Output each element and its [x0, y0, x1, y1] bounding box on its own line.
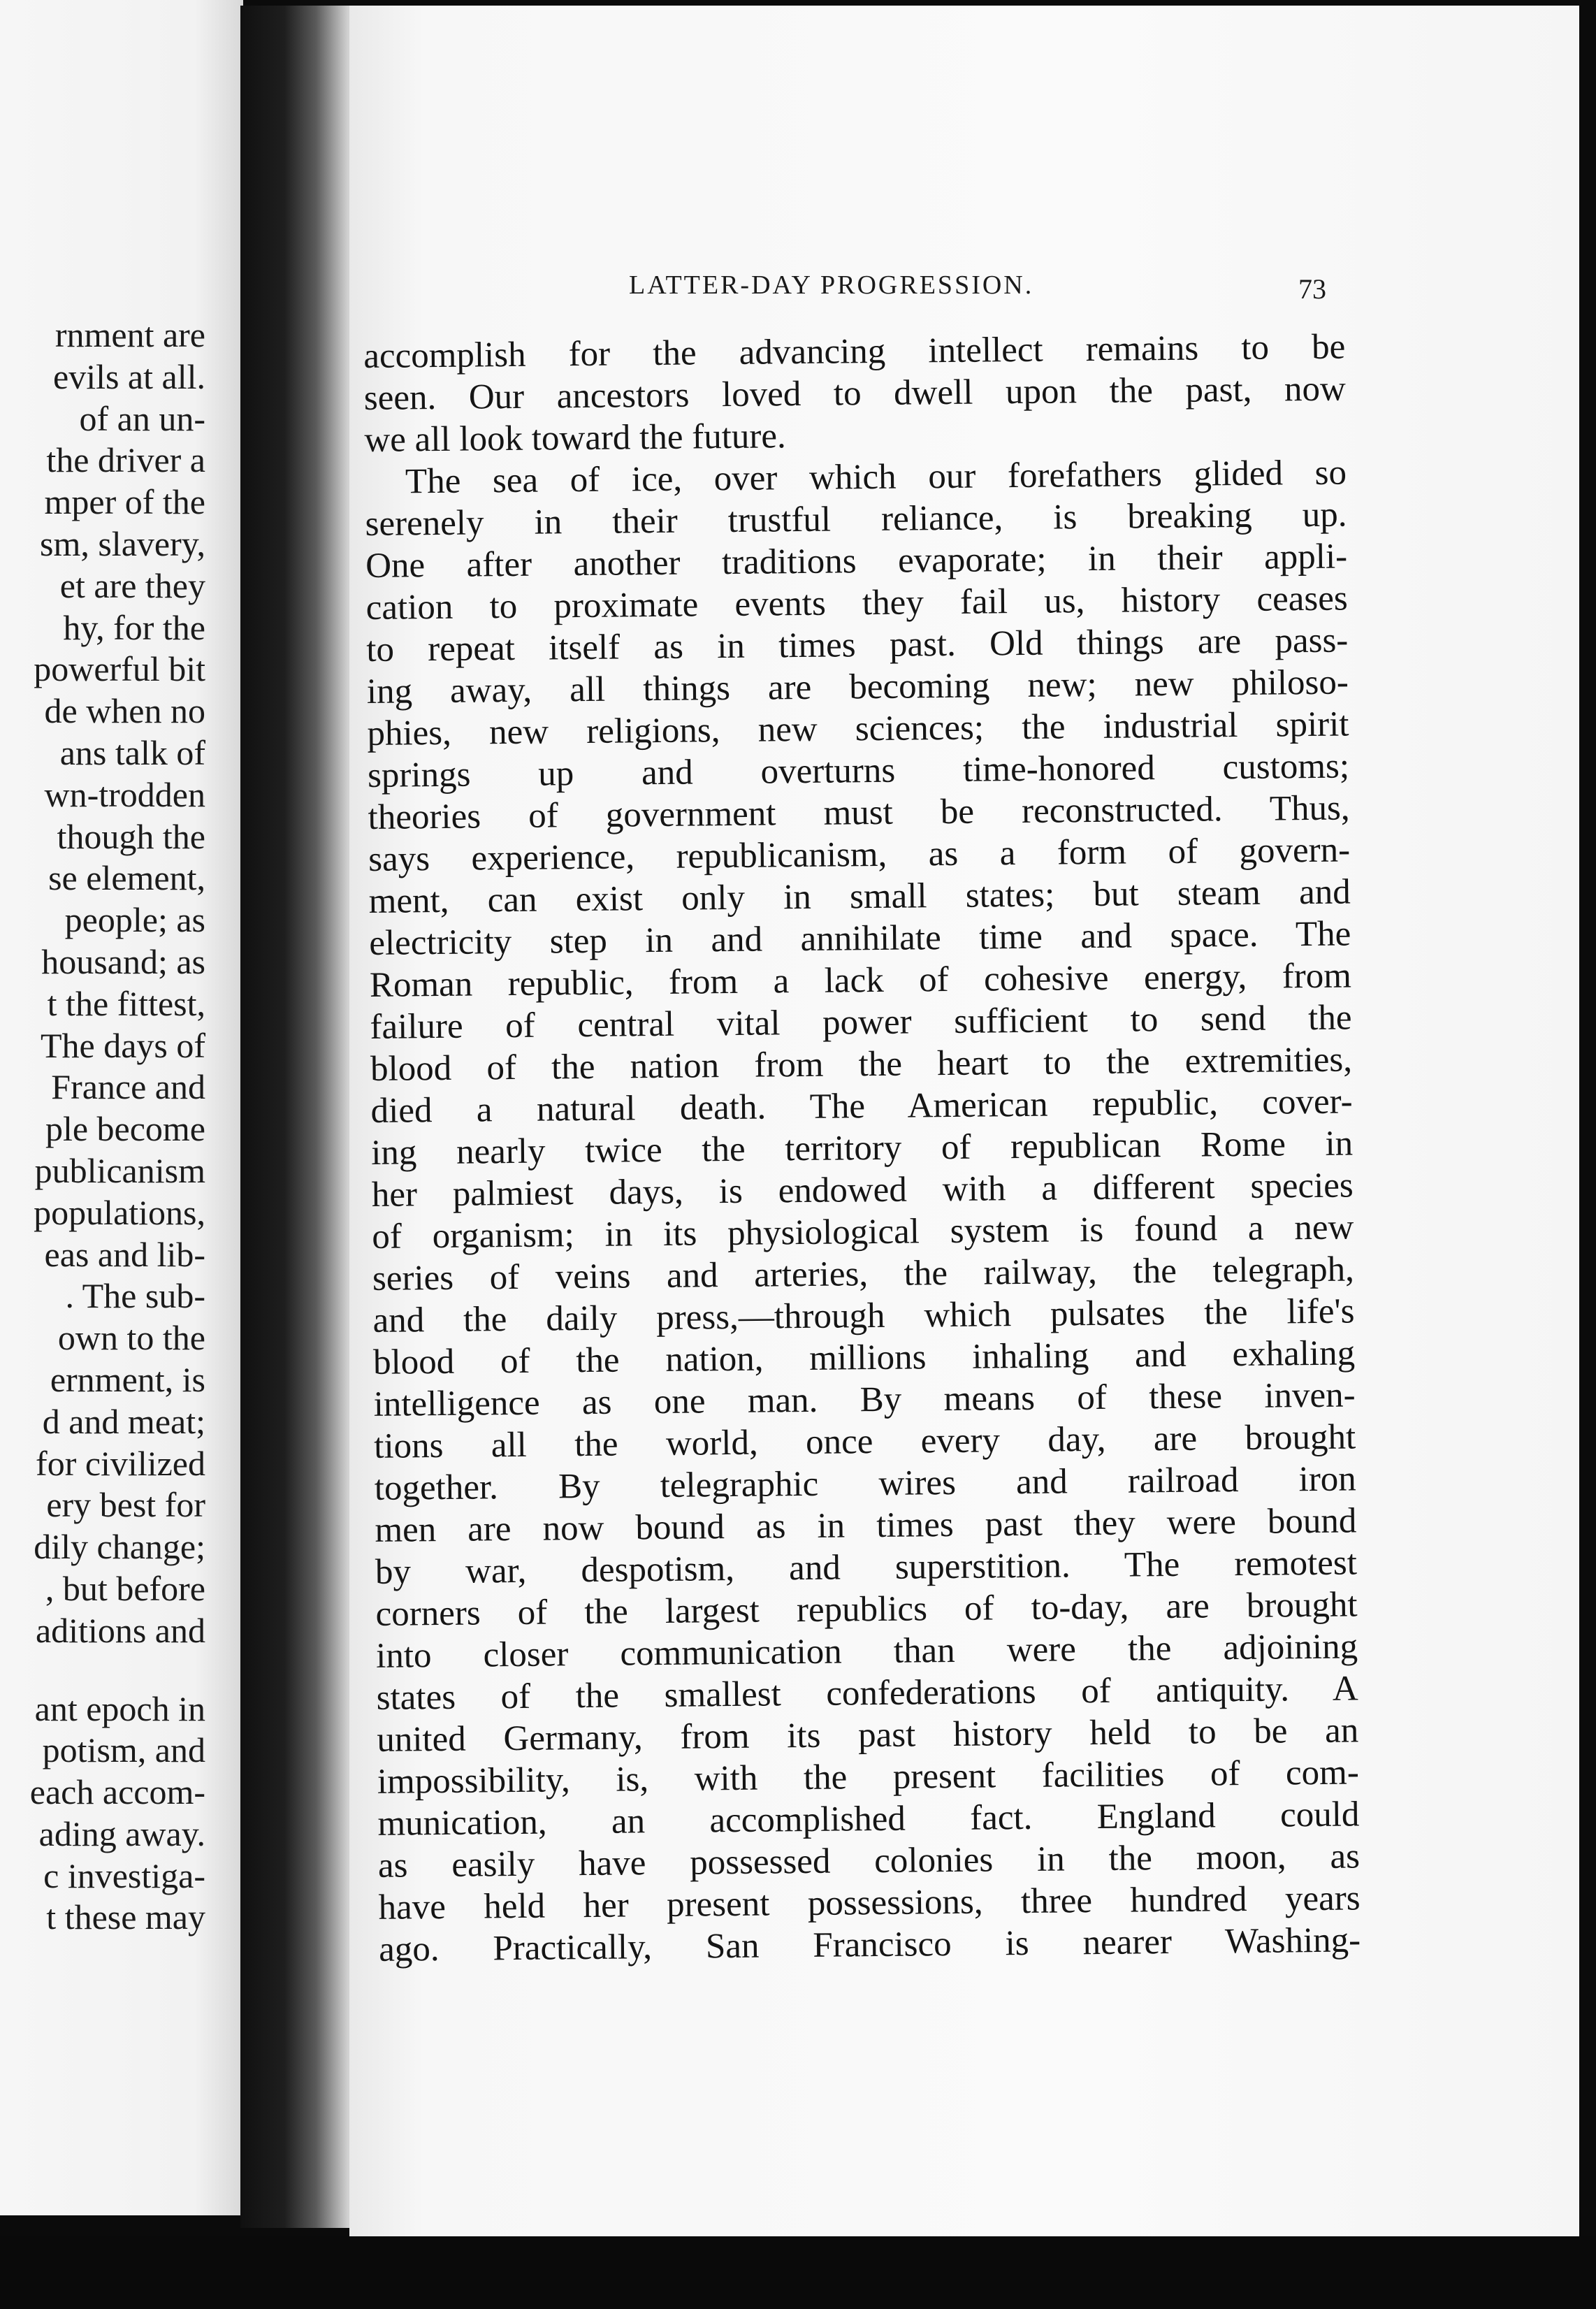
left-page-line: rnment are — [55, 315, 205, 354]
text-line: munication, an accomplished fact. England could — [377, 1795, 1360, 1844]
left-page-line: mper of the — [44, 482, 205, 522]
left-page-line: publicanism — [34, 1150, 205, 1190]
body-text — [363, 326, 1361, 1971]
left-page-line: populations, — [34, 1192, 205, 1232]
left-page-line: France and — [51, 1067, 205, 1107]
left-page-line: se element, — [48, 858, 205, 898]
left-page-line: for civilized — [36, 1443, 205, 1483]
left-page-line: powerful bit — [34, 649, 205, 689]
text-line: blood of the nation from the heart to the extremities, — [370, 1040, 1353, 1089]
text-line: serenely in their trustful reliance, is breaking up. — [365, 495, 1347, 544]
text-line: ing nearly twice the territory of republican Rome in — [370, 1124, 1354, 1173]
left-page-line: de when no — [44, 691, 205, 731]
text-line: have held her present possessions, three hundred years — [378, 1879, 1361, 1927]
text-line: we all look toward the future. — [364, 417, 786, 460]
left-page-line: people; as — [64, 900, 205, 940]
left-page-line: ery best for — [46, 1485, 205, 1525]
left-page-line: potism, and — [42, 1730, 205, 1770]
left-page-line: hy, for the — [63, 607, 205, 647]
left-page-line: housand; as — [41, 941, 205, 981]
left-page-line: t these may — [46, 1897, 205, 1937]
left-page — [0, 0, 243, 2215]
left-page-line: . The sub- — [65, 1276, 205, 1316]
text-line: her palmiest days, is endowed with a different species — [371, 1166, 1354, 1215]
left-page-line: ans talk of — [59, 732, 205, 772]
text-line: intelligence as one man. By means of these inven- — [373, 1375, 1356, 1424]
text-line: seen. Our ancestors loved to dwell upon the past, now — [363, 369, 1347, 418]
text-line: blood of the nation, millions inhaling and exhaling — [372, 1333, 1356, 1382]
text-line: says experience, republicanism, as a form of govern- — [368, 830, 1351, 879]
left-page-line: dily change; — [34, 1527, 205, 1567]
text-line: theories of government must be reconstructed. Thus, — [368, 788, 1350, 837]
left-page-line: eas and lib- — [44, 1234, 205, 1274]
text-line: phies, new religions, new sciences; the industrial spirit — [367, 704, 1349, 753]
scan-background — [0, 2236, 1596, 2309]
text-line: tions all the world, once every day, are brought — [373, 1417, 1356, 1466]
text-line: The sea of ice, over which our forefathers glided so — [405, 453, 1347, 502]
text-line: ing away, all things are becoming new; new philoso- — [366, 663, 1349, 711]
text-line: of organism; in its physiological system is found a new — [372, 1208, 1354, 1257]
text-line: One after another traditions evaporate; in their appli- — [365, 537, 1348, 586]
left-page-line: sm, slavery, — [40, 523, 205, 563]
text-line: united Germany, from its past history held to be an — [377, 1711, 1359, 1760]
left-page-line: evils at all. — [53, 356, 205, 396]
left-page-line: t the fittest, — [47, 983, 205, 1023]
page-number: 73 — [1298, 273, 1326, 305]
left-page-line: ant epoch in — [34, 1688, 205, 1728]
left-page-line: of an un- — [79, 398, 205, 438]
left-page-line: wn-trodden — [44, 774, 205, 814]
text-line: Roman republic, from a lack of cohesive energy, from — [369, 956, 1352, 1005]
text-line: and the daily press,—through which pulsates the life's — [372, 1291, 1355, 1340]
left-page-line: d and meat; — [42, 1401, 205, 1441]
left-page-line: ple become — [45, 1109, 205, 1149]
left-page-line: own to the — [57, 1318, 205, 1358]
left-page-line: the driver a — [46, 440, 205, 480]
text-line: electricity step in and annihilate time and space. The — [369, 914, 1351, 963]
text-line: together. By telegraphic wires and railroad iron — [374, 1459, 1357, 1508]
text-line: accomplish for the advancing intellect remains to be — [363, 327, 1346, 376]
left-page-line: et are they — [59, 565, 205, 605]
text-line: corners of the largest republics of to-day, are brought — [375, 1585, 1358, 1634]
left-page-text — [0, 314, 205, 1939]
text-line: cation to proximate events they fail us, history ceases — [365, 579, 1348, 628]
right-page — [349, 6, 1579, 2263]
text-line: ment, can exist only in small states; but steam and — [368, 872, 1351, 921]
left-page-line: each accom- — [29, 1772, 205, 1812]
left-page-line: c investiga- — [43, 1855, 205, 1895]
left-page-line: ernment, is — [50, 1359, 205, 1399]
text-line: by war, despotism, and superstition. The remotest — [375, 1543, 1358, 1592]
paragraph-gap — [0, 1652, 205, 1688]
left-page-line: though the — [57, 816, 205, 856]
text-line: died a natural death. The American republic, cover- — [370, 1082, 1353, 1131]
left-page-line: , but before — [45, 1568, 205, 1608]
text-line: states of the smallest confederations of antiquity. A — [376, 1669, 1358, 1718]
text-line: series of veins and arteries, the railway, the telegraph, — [372, 1250, 1355, 1298]
left-page-line: aditions and — [35, 1610, 205, 1650]
running-head: LATTER-DAY PROGRESSION. — [629, 270, 1034, 300]
left-page-line: The days of — [40, 1025, 205, 1065]
text-line: failure of central vital power sufficient to send the — [370, 998, 1352, 1047]
text-line: to repeat itself as in times past. Old things are pass- — [366, 621, 1349, 669]
text-line: as easily have possessed colonies in the moon, as — [377, 1837, 1361, 1885]
text-line: impossibility, is, with the present facilities of com- — [377, 1753, 1360, 1802]
text-line: into closer communication than were the adjoining — [375, 1627, 1358, 1676]
left-page-line: ading away. — [38, 1814, 205, 1853]
text-line: springs up and overturns time-honored customs; — [367, 746, 1350, 795]
book-gutter-shadow — [240, 6, 366, 2228]
text-line: men are now bound as in times past they were bound — [375, 1501, 1357, 1550]
text-line: ago. Practically, San Francisco is nearer Washing- — [378, 1920, 1361, 1969]
